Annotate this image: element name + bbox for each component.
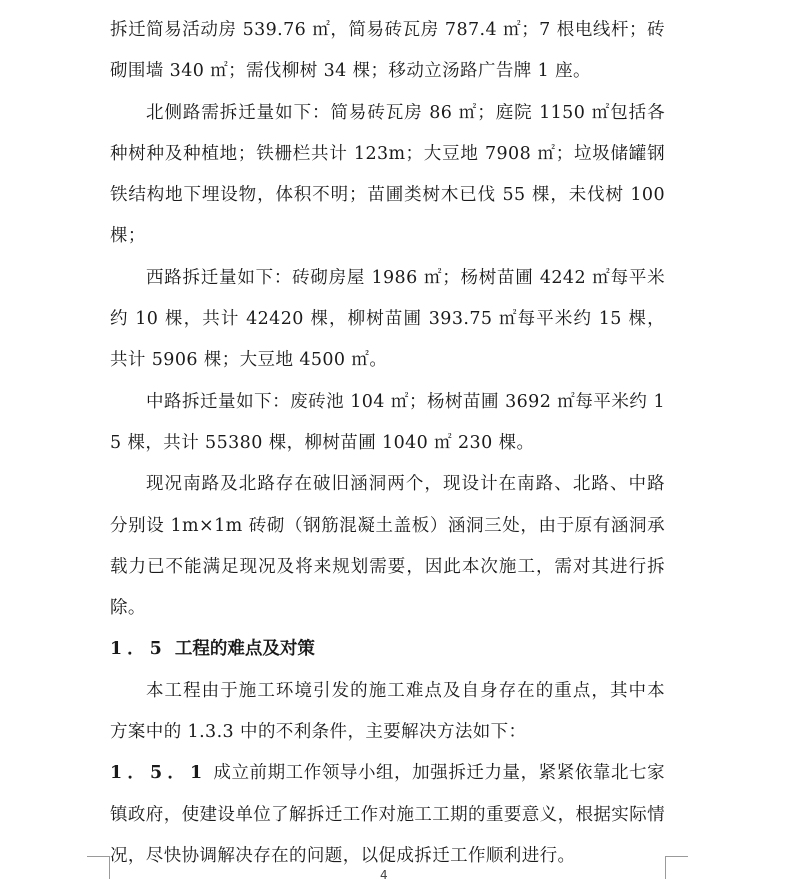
crop-mark-left bbox=[87, 856, 110, 879]
subsection-number: 1．5．1 bbox=[110, 763, 208, 784]
paragraph-west-road: 西路拆迁量如下：砖砌房屋 1986 ㎡；杨树苗圃 4242 ㎡每平米约 10 棵，共计 42420 棵，柳树苗圃 393.75 ㎡每平米约 15 棵，共计 5906 棵；大豆地 4500 ㎡。 bbox=[110, 267, 665, 371]
subsection-paragraph bbox=[110, 753, 665, 877]
page-number: 4 bbox=[380, 868, 388, 882]
paragraph-difficulties-intro: 本工程由于施工环境引发的施工难点及自身存在的重点，其中本方案中的 1.3.3 中的不利条件，主要解决方法如下： bbox=[110, 680, 665, 743]
subsection-text: 成立前期工作领导小组，加强拆迁力量，紧紧依靠北七家镇政府，使建设单位了解拆迁工作对施工工期的重要意义，根据实际情况，尽快协调解决存在的问题，以促成拆迁工作顺利进行。 bbox=[110, 763, 666, 866]
paragraph-demolition-summary: 拆迁简易活动房 539.76 ㎡，简易砖瓦房 787.4 ㎡；7 根电线杆；砖砌围墙 340 ㎡；需伐柳树 34 棵；移动立汤路广告牌 1 座。 bbox=[110, 20, 665, 82]
crop-mark-right bbox=[665, 856, 688, 879]
paragraph-north-road: 北侧路需拆迁量如下：简易砖瓦房 86 ㎡；庭院 1150 ㎡包括各种树种及种植地；铁栅栏共计 123m；大豆地 7908 ㎡；垃圾储罐钢铁结构地下埋设物，体积不明；苗圃类树木已伐 55 棵，未伐树 100 棵； bbox=[110, 102, 665, 247]
section-number: 1．5 bbox=[110, 639, 167, 660]
section-title: 工程的难点及对策 bbox=[174, 639, 315, 660]
paragraph-middle-road: 中路拆迁量如下：废砖池 104 ㎡；杨树苗圃 3692 ㎡每平米约 15 棵，共计 55380 棵，柳树苗圃 1040 ㎡ 230 棵。 bbox=[110, 391, 665, 453]
document-body bbox=[110, 10, 665, 877]
section-heading bbox=[110, 629, 665, 670]
paragraph-culverts: 现况南路及北路存在破旧涵洞两个，现设计在南路、北路、中路分别设 1m×1m 砖砌（钢筋混凝土盖板）涵洞三处，由于原有涵洞承载力已不能满足现况及将来规划需要，因此本次施工，需对其进行拆除。 bbox=[110, 474, 665, 619]
